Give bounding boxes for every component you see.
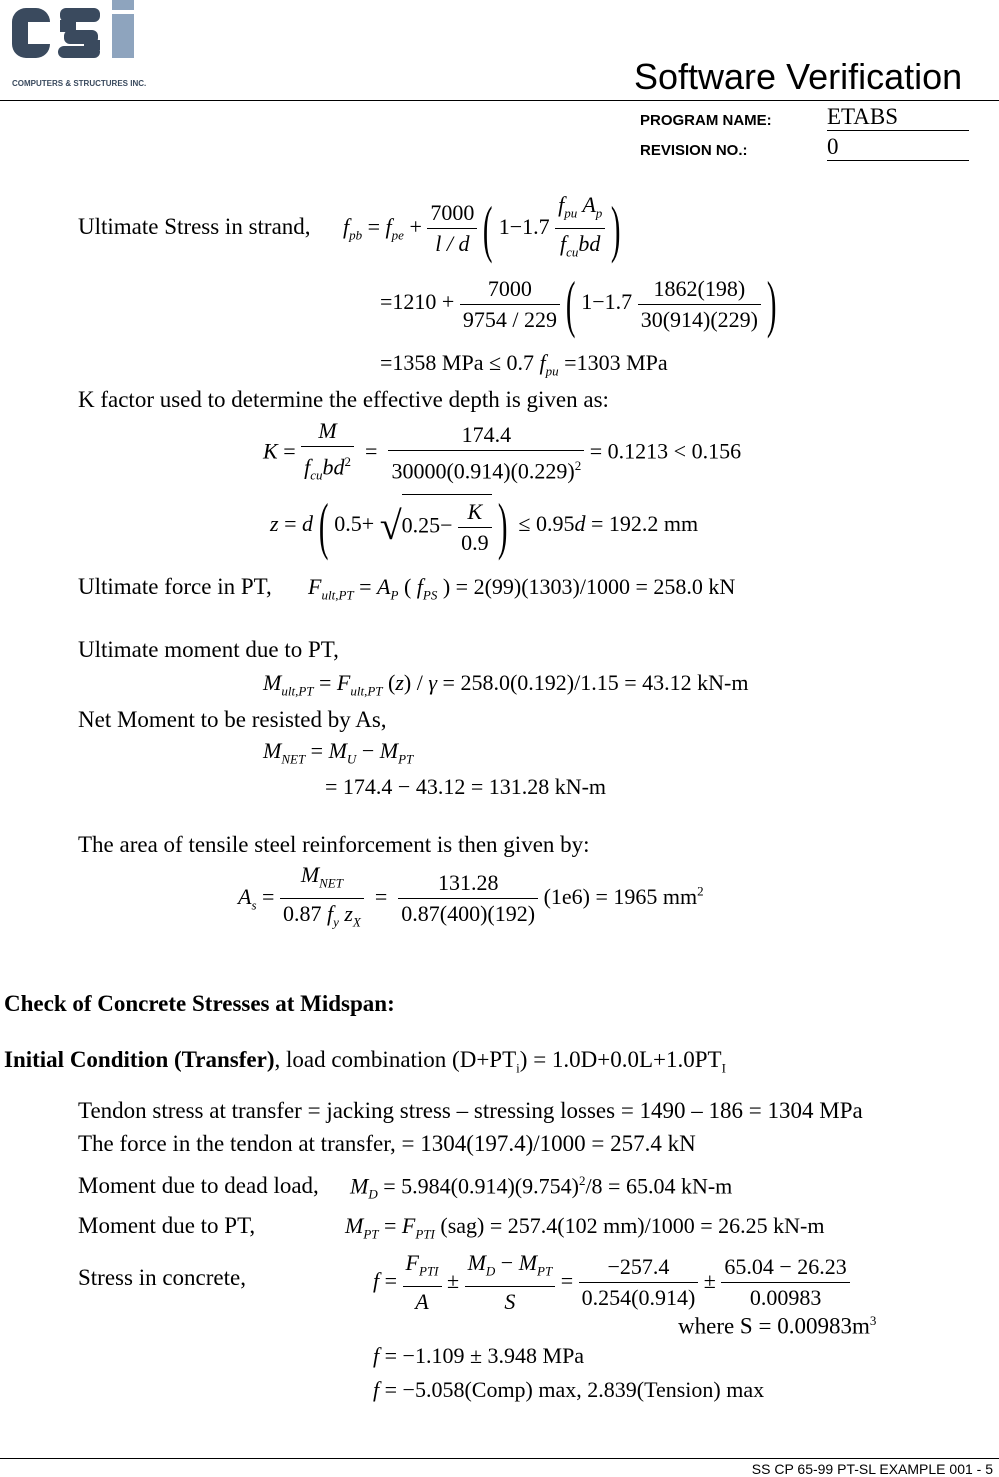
tendon-stress: Tendon stress at transfer = jacking stress – stressing losses = 1490 – 186 = 1304 MPa	[78, 1098, 863, 1123]
z-equation: z = d( 0.5+ √0.25− $\frac{K}{0.9}$ ) ≤ 0.95d = 192.2 mm	[270, 490, 699, 561]
program-name-value: ETABS	[827, 104, 969, 131]
revision-value: 0	[827, 134, 969, 161]
pt-moment-eq: $M_{PT} = F_{PTI}$ (sag) = 257.4(102 mm)/1000 = 26.25 kN-m	[345, 1213, 825, 1242]
area-text: The area of tensile steel reinforcement is then given by:	[78, 832, 590, 857]
fpb-frac-1: $\frac{7000}{l / d}$	[427, 198, 477, 259]
ult-moment-eq: $M_{ult,PT} = F_{ult,PT}$ (z) / γ = 258.0(0.192)/1.15 = 43.12 kN-m	[263, 670, 749, 699]
ult-force-label: Ultimate force in PT,	[78, 574, 272, 599]
dead-load-label: Moment due to dead load,	[78, 1173, 319, 1198]
tendon-force: The force in the tendon at transfer, = 1304(197.4)/1000 = 257.4 kN	[78, 1131, 696, 1156]
k-equation: K = $\frac{M}{f_{cu}bd^2}$ = $\frac{174.4}{30000(0.914)(0.229)^2}$ = 0.1213 < 0.156	[263, 418, 742, 484]
fpb-frac-2: $\frac{f_{pu} A_p}{f_{cu}bd}$	[555, 190, 605, 268]
dead-load-eq: $M_D = 5.984(0.914)(9.754)^2/8 = 65.04$ kN-m	[350, 1173, 733, 1202]
csi-logo	[8, 0, 147, 92]
page-title: Software Verification	[634, 56, 963, 97]
net-moment-label: Net Moment to be resisted by As,	[78, 707, 387, 732]
f-line-1: f = −1.109 ± 3.948 MPa	[373, 1343, 585, 1368]
revision-label: REVISION NO.:	[640, 142, 748, 159]
net-moment-eq2: = 174.4 − 43.12 = 131.28 kN-m	[325, 774, 607, 799]
net-moment-eq1: $M_{NET} = M_U - M_{PT}$	[263, 738, 414, 767]
where-s: where $S = 0.00983m^3$	[678, 1313, 877, 1339]
stress-eq: f = $\frac{F_{PTI}}{A}$ ± $\frac{M_D - M_{PT}}{S}$ = $\frac{-257.4}{0.254(0.914)}$ ± $\frac{65.04 - 26.23}{0.00983}$	[373, 1248, 850, 1317]
ult-moment-label: Ultimate moment due to PT,	[78, 637, 339, 662]
stress-label: Stress in concrete,	[78, 1265, 246, 1290]
footer-rule	[0, 1458, 999, 1459]
f-line-2: f = −5.058(Comp) max, 2.839(Tension) max	[373, 1377, 765, 1402]
footer-ref: SS CP 65-99 PT-SL EXAMPLE 001 - 5	[751, 1461, 993, 1477]
fpb-line-3: =1358 MPa ≤ 0.7 $f_{pu} =1303$ MPa	[380, 350, 668, 379]
ultimate-stress-label: Ultimate Stress in strand,	[78, 214, 311, 239]
as-equation: $A_s$ = $\frac{M_{NET}}{0.87 f_y z_X}$ = $\frac{131.28}{0.87(400)(192)}$ (1e6) = 1965 $mm^2$	[238, 862, 704, 930]
initial-condition: Initial Condition (Transfer), load combination $(D+PT_i) = 1.0D+0.0L+1.0PT_I$	[4, 1047, 726, 1076]
program-name-label: PROGRAM NAME:	[640, 112, 772, 129]
check-heading: Check of Concrete Stresses at Midspan:	[4, 991, 395, 1016]
pt-moment-label: Moment due to PT,	[78, 1213, 256, 1238]
ult-force-eq: $F_{ult,PT} = A_P$ ( $f_{PS}$ ) = 2(99)(1303)/1000 = 258.0 kN	[308, 574, 736, 603]
logo-graphic	[8, 0, 140, 70]
fpb-line-2: =1210 + $\frac{7000}{9754 / 229}$ ( 1−1.7 $\frac{1862(198)}{30(914)(229)}$ )	[380, 268, 777, 339]
fpb-equation: $f_{pb} = f_{pe}$ + $\frac{7000}{l / d}$ ( 1−1.7 $\frac{f_{pu} A_p}{f_{cu}bd}$ )	[343, 190, 627, 268]
header-rule	[0, 100, 999, 101]
company-name: COMPUTERS & STRUCTURES INC.	[12, 79, 147, 88]
k-factor-text: K factor used to determine the effective depth is given as:	[78, 387, 609, 412]
